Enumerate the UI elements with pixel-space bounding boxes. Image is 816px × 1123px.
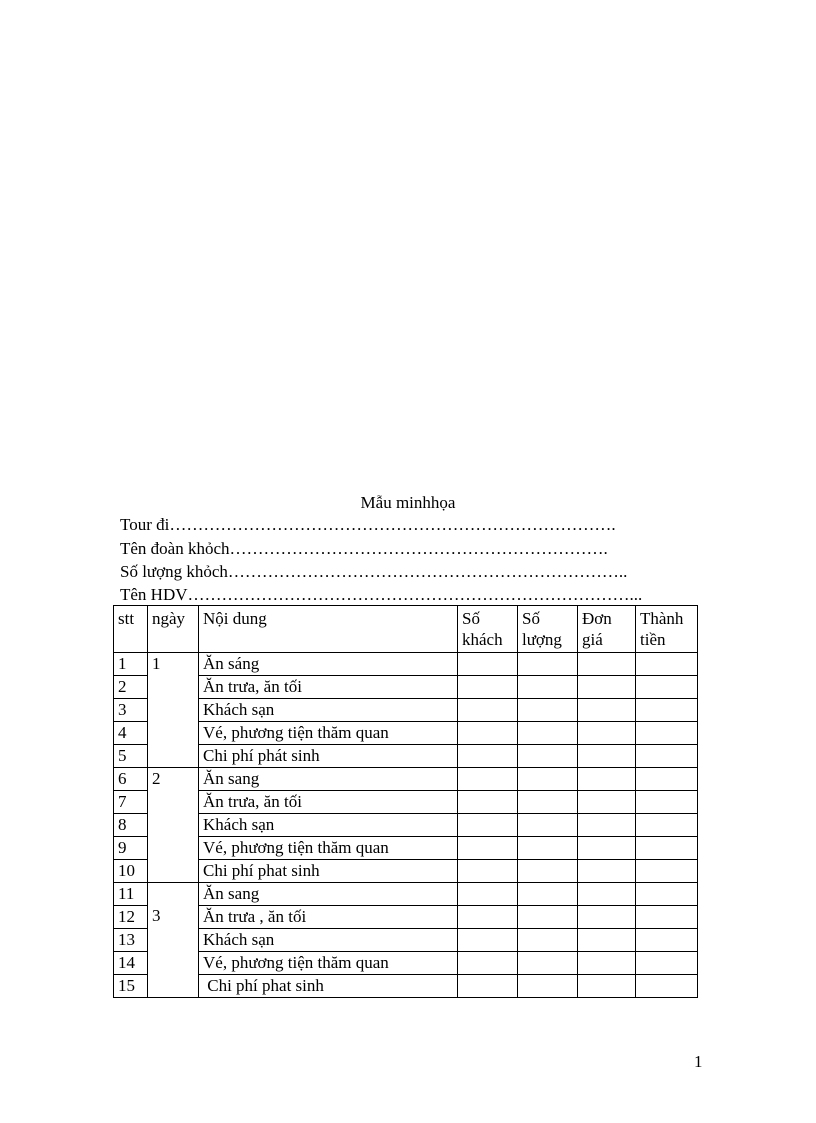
- table-row: [114, 745, 698, 768]
- quantity-cell[interactable]: [518, 952, 578, 975]
- table-row: [114, 837, 698, 860]
- unit-price-cell[interactable]: [578, 906, 636, 929]
- quantity-cell[interactable]: [518, 791, 578, 814]
- quantity-cell[interactable]: [518, 768, 578, 791]
- total-cell[interactable]: [636, 975, 698, 998]
- unit-price-cell[interactable]: [578, 952, 636, 975]
- content-cell: Khách sạn: [199, 699, 458, 722]
- guests-cell[interactable]: [458, 929, 518, 952]
- stt-cell: 5: [114, 745, 148, 768]
- quantity-cell[interactable]: [518, 975, 578, 998]
- total-cell[interactable]: [636, 745, 698, 768]
- guide-name-field: Tên HDV……………………………………………………………………...: [120, 585, 643, 604]
- unit-price-cell[interactable]: [578, 791, 636, 814]
- guests-cell[interactable]: [458, 837, 518, 860]
- header-total: Thành tiền: [636, 606, 698, 653]
- unit-price-cell[interactable]: [578, 860, 636, 883]
- total-cell[interactable]: [636, 906, 698, 929]
- total-cell[interactable]: [636, 768, 698, 791]
- table-row: [114, 860, 698, 883]
- page-number: 1: [694, 1052, 703, 1071]
- guests-cell[interactable]: [458, 653, 518, 676]
- total-cell[interactable]: [636, 837, 698, 860]
- stt-cell: 11: [114, 883, 148, 906]
- day-cell: 1: [148, 653, 199, 768]
- stt-cell: 8: [114, 814, 148, 837]
- unit-price-cell[interactable]: [578, 929, 636, 952]
- total-cell[interactable]: [636, 929, 698, 952]
- group-name-field: Tên đoàn khỏch………………………………………………………….: [120, 539, 608, 558]
- content-cell: Ăn sang: [199, 883, 458, 906]
- table-row: [114, 768, 698, 791]
- guests-cell[interactable]: [458, 814, 518, 837]
- quantity-cell[interactable]: [518, 929, 578, 952]
- unit-price-cell[interactable]: [578, 653, 636, 676]
- total-cell[interactable]: [636, 722, 698, 745]
- unit-price-cell[interactable]: [578, 745, 636, 768]
- guests-cell[interactable]: [458, 676, 518, 699]
- guests-cell[interactable]: [458, 722, 518, 745]
- table-row: [114, 791, 698, 814]
- header-day: ngày: [148, 606, 199, 653]
- content-cell: Ăn trưa , ăn tối: [199, 906, 458, 929]
- quantity-cell[interactable]: [518, 653, 578, 676]
- cost-table: [113, 605, 698, 998]
- quantity-cell[interactable]: [518, 883, 578, 906]
- table-row: [114, 699, 698, 722]
- stt-cell: 4: [114, 722, 148, 745]
- header-guests: Số khách: [458, 606, 518, 653]
- quantity-cell[interactable]: [518, 814, 578, 837]
- guests-cell[interactable]: [458, 791, 518, 814]
- content-cell: Chi phí phat sinh: [199, 975, 458, 998]
- guest-count-field: Số lượng khỏch……………………………………………………………..: [120, 562, 628, 581]
- unit-price-cell[interactable]: [578, 837, 636, 860]
- total-cell[interactable]: [636, 791, 698, 814]
- content-cell: Chi phí phat sinh: [199, 860, 458, 883]
- stt-cell: 3: [114, 699, 148, 722]
- quantity-cell[interactable]: [518, 676, 578, 699]
- total-cell[interactable]: [636, 699, 698, 722]
- table-row: [114, 883, 698, 906]
- total-cell[interactable]: [636, 883, 698, 906]
- day-cell: 2: [148, 768, 199, 883]
- table-row: [114, 814, 698, 837]
- content-cell: Chi phí phát sinh: [199, 745, 458, 768]
- table-row: [114, 906, 698, 929]
- table-row: [114, 975, 698, 998]
- content-cell: Ăn sáng: [199, 653, 458, 676]
- quantity-cell[interactable]: [518, 837, 578, 860]
- guests-cell[interactable]: [458, 952, 518, 975]
- quantity-cell[interactable]: [518, 722, 578, 745]
- table-row: [114, 653, 698, 676]
- table-row: [114, 952, 698, 975]
- header-quantity: Số lượng: [518, 606, 578, 653]
- table-row: [114, 676, 698, 699]
- total-cell[interactable]: [636, 653, 698, 676]
- guests-cell[interactable]: [458, 860, 518, 883]
- stt-cell: 12: [114, 906, 148, 929]
- unit-price-cell[interactable]: [578, 883, 636, 906]
- tour-field: Tour đi…………………………………………………………………….: [120, 515, 616, 534]
- stt-cell: 9: [114, 837, 148, 860]
- unit-price-cell[interactable]: [578, 975, 636, 998]
- header-unit-price: Đơn giá: [578, 606, 636, 653]
- day-cell: 3: [148, 883, 199, 998]
- content-cell: Khách sạn: [199, 814, 458, 837]
- table-row: [114, 929, 698, 952]
- table-row: [114, 722, 698, 745]
- stt-cell: 15: [114, 975, 148, 998]
- stt-cell: 13: [114, 929, 148, 952]
- page-title: Mẫu minhhọa: [360, 493, 456, 512]
- header-content: Nội dung: [199, 606, 458, 653]
- unit-price-cell[interactable]: [578, 676, 636, 699]
- quantity-cell[interactable]: [518, 906, 578, 929]
- stt-cell: 2: [114, 676, 148, 699]
- stt-cell: 6: [114, 768, 148, 791]
- content-cell: Ăn trưa, ăn tối: [199, 676, 458, 699]
- total-cell[interactable]: [636, 952, 698, 975]
- guests-cell[interactable]: [458, 745, 518, 768]
- content-cell: Ăn trưa, ăn tối: [199, 791, 458, 814]
- total-cell[interactable]: [636, 860, 698, 883]
- total-cell[interactable]: [636, 814, 698, 837]
- unit-price-cell[interactable]: [578, 699, 636, 722]
- guests-cell[interactable]: [458, 883, 518, 906]
- unit-price-cell[interactable]: [578, 722, 636, 745]
- guests-cell[interactable]: [458, 768, 518, 791]
- header-stt: stt: [114, 606, 148, 653]
- quantity-cell[interactable]: [518, 699, 578, 722]
- stt-cell: 10: [114, 860, 148, 883]
- unit-price-cell[interactable]: [578, 768, 636, 791]
- guests-cell[interactable]: [458, 906, 518, 929]
- stt-cell: 14: [114, 952, 148, 975]
- quantity-cell[interactable]: [518, 745, 578, 768]
- guests-cell[interactable]: [458, 975, 518, 998]
- content-cell: Vé, phương tiện thăm quan: [199, 722, 458, 745]
- total-cell[interactable]: [636, 676, 698, 699]
- table-header-row: [114, 606, 698, 653]
- stt-cell: 1: [114, 653, 148, 676]
- content-cell: Khách sạn: [199, 929, 458, 952]
- quantity-cell[interactable]: [518, 860, 578, 883]
- guests-cell[interactable]: [458, 699, 518, 722]
- content-cell: Vé, phương tiện thăm quan: [199, 837, 458, 860]
- content-cell: Ăn sang: [199, 768, 458, 791]
- content-cell: Vé, phương tiện thăm quan: [199, 952, 458, 975]
- stt-cell: 7: [114, 791, 148, 814]
- unit-price-cell[interactable]: [578, 814, 636, 837]
